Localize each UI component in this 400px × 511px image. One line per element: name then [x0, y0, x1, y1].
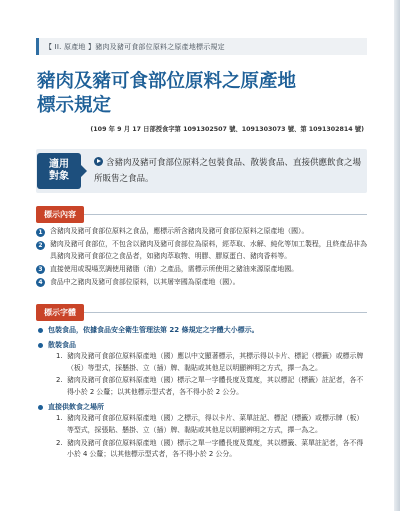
- list-item: [36, 264, 369, 276]
- list-item-text: 含豬肉及豬可食部位原料之食品，應標示所含豬肉及豬可食部位原料之原產地（國）。: [50, 227, 309, 235]
- scope-badge-line1: 適用: [49, 159, 69, 170]
- sub-item-text: 豬肉及豬可食部位原料原產地（國）標示之單一字體長度及寬度，其以標籤、菜單註記者，各不得小於 4 公釐；以其他標示型式者，各不得小於 2 公分。: [67, 438, 364, 459]
- page-edge: [394, 0, 400, 511]
- scope-badge-pointer: [80, 164, 87, 178]
- scope-badge: [37, 153, 81, 189]
- rule-dining-venue-heading: 直接供飲食之場所: [36, 401, 369, 413]
- sub-item: [36, 413, 369, 436]
- sub-item-number: 2.: [56, 438, 63, 447]
- number-badge: 2: [36, 241, 45, 250]
- arrow-circle-icon: [94, 157, 103, 166]
- section-tab-font: 標示字體: [36, 304, 84, 321]
- scope-description: 含豬肉及豬可食部位原料之包裝食品、散裝食品、直接供應飲食之場所販售之食品。: [94, 158, 362, 184]
- list-item-text: 直接使用或現場烹調使用豬脂（油）之產品，需標示所使用之豬油來源原產地國。: [50, 264, 299, 273]
- sub-item: [36, 438, 369, 461]
- regulation-reference: (109 年 9 月 17 日部授食字第 1091302507 號、1091303073 號、第 1091302814 號): [90, 126, 364, 133]
- page-title-line1: 豬肉及豬可食部位原料之原產地: [37, 71, 297, 92]
- sub-item-text: 豬肉及豬可食部位原料原產地（國）標示之單一字體長度及寬度，其以標記（標籤）註記者，各不得小於 2 公釐；以其他標示型式者，各不得小於 2 公分。: [67, 376, 364, 396]
- running-header-text: 【 II. 原產地 】豬肉及豬可食部位原料之原產地標示規定: [45, 42, 225, 51]
- sub-item: [36, 375, 369, 398]
- number-badge: 1: [36, 228, 45, 237]
- list-item: [36, 226, 369, 238]
- number-badge: 4: [36, 278, 45, 287]
- sub-item: [36, 351, 369, 374]
- running-header: [36, 38, 367, 55]
- sub-item-text: 豬肉及豬可食部位原料原產地（國）應以中文顯著標示，其標示得以卡片、標記（標籤）或標示牌（板）等型式，採懸掛、立（插）牌、黏貼或其他足以明顯辨明之方式，擇一為之。: [67, 352, 364, 372]
- number-badge: 3: [36, 265, 45, 274]
- section-label-font: [36, 308, 367, 317]
- list-item-text: 食品中之豬肉及豬可食部位原料，以其屠宰國為原產地（國）。: [50, 277, 240, 286]
- scope-text: [94, 155, 362, 187]
- font-rules: [36, 321, 369, 462]
- content-rules-list: [36, 226, 369, 290]
- list-item: [36, 277, 369, 289]
- section-tab-content: 標示內容: [36, 206, 84, 223]
- rule-bulk-food-heading: 散裝食品: [36, 339, 369, 351]
- page-title-line2: 標示規定: [37, 95, 112, 116]
- sub-item-number: 2.: [56, 376, 63, 385]
- scope-box: [36, 149, 367, 193]
- rule-packaged-food: 包裝食品，依據食品安全衛生管理法第 22 條規定之字體大小標示。: [36, 324, 369, 336]
- list-item: [36, 239, 369, 262]
- sub-item-number: 1.: [56, 352, 63, 360]
- sub-item-number: 1.: [56, 414, 63, 423]
- section-label-content: [36, 210, 367, 219]
- sub-item-text: 豬肉及豬可食部位原料原產地（國）之標示，得以卡片、菜單註記、標記（標籤）或標示牌（板）等型式，採張貼、懸掛、立（插）牌、黏貼或其他足以明顯辨明之方式，擇一為之。: [67, 414, 364, 434]
- scope-badge-line2: 對象: [49, 171, 69, 182]
- list-item-text: 豬肉及豬可食部位，不包含以豬肉及豬可食部位為原料，經萃取、水解、純化等加工製程，且終產品非為具豬肉及豬可食部位之食品者，如豬肉萃取物、明膠、膠原蛋白、豬肉香料等。: [50, 240, 367, 260]
- page-title: [37, 70, 367, 118]
